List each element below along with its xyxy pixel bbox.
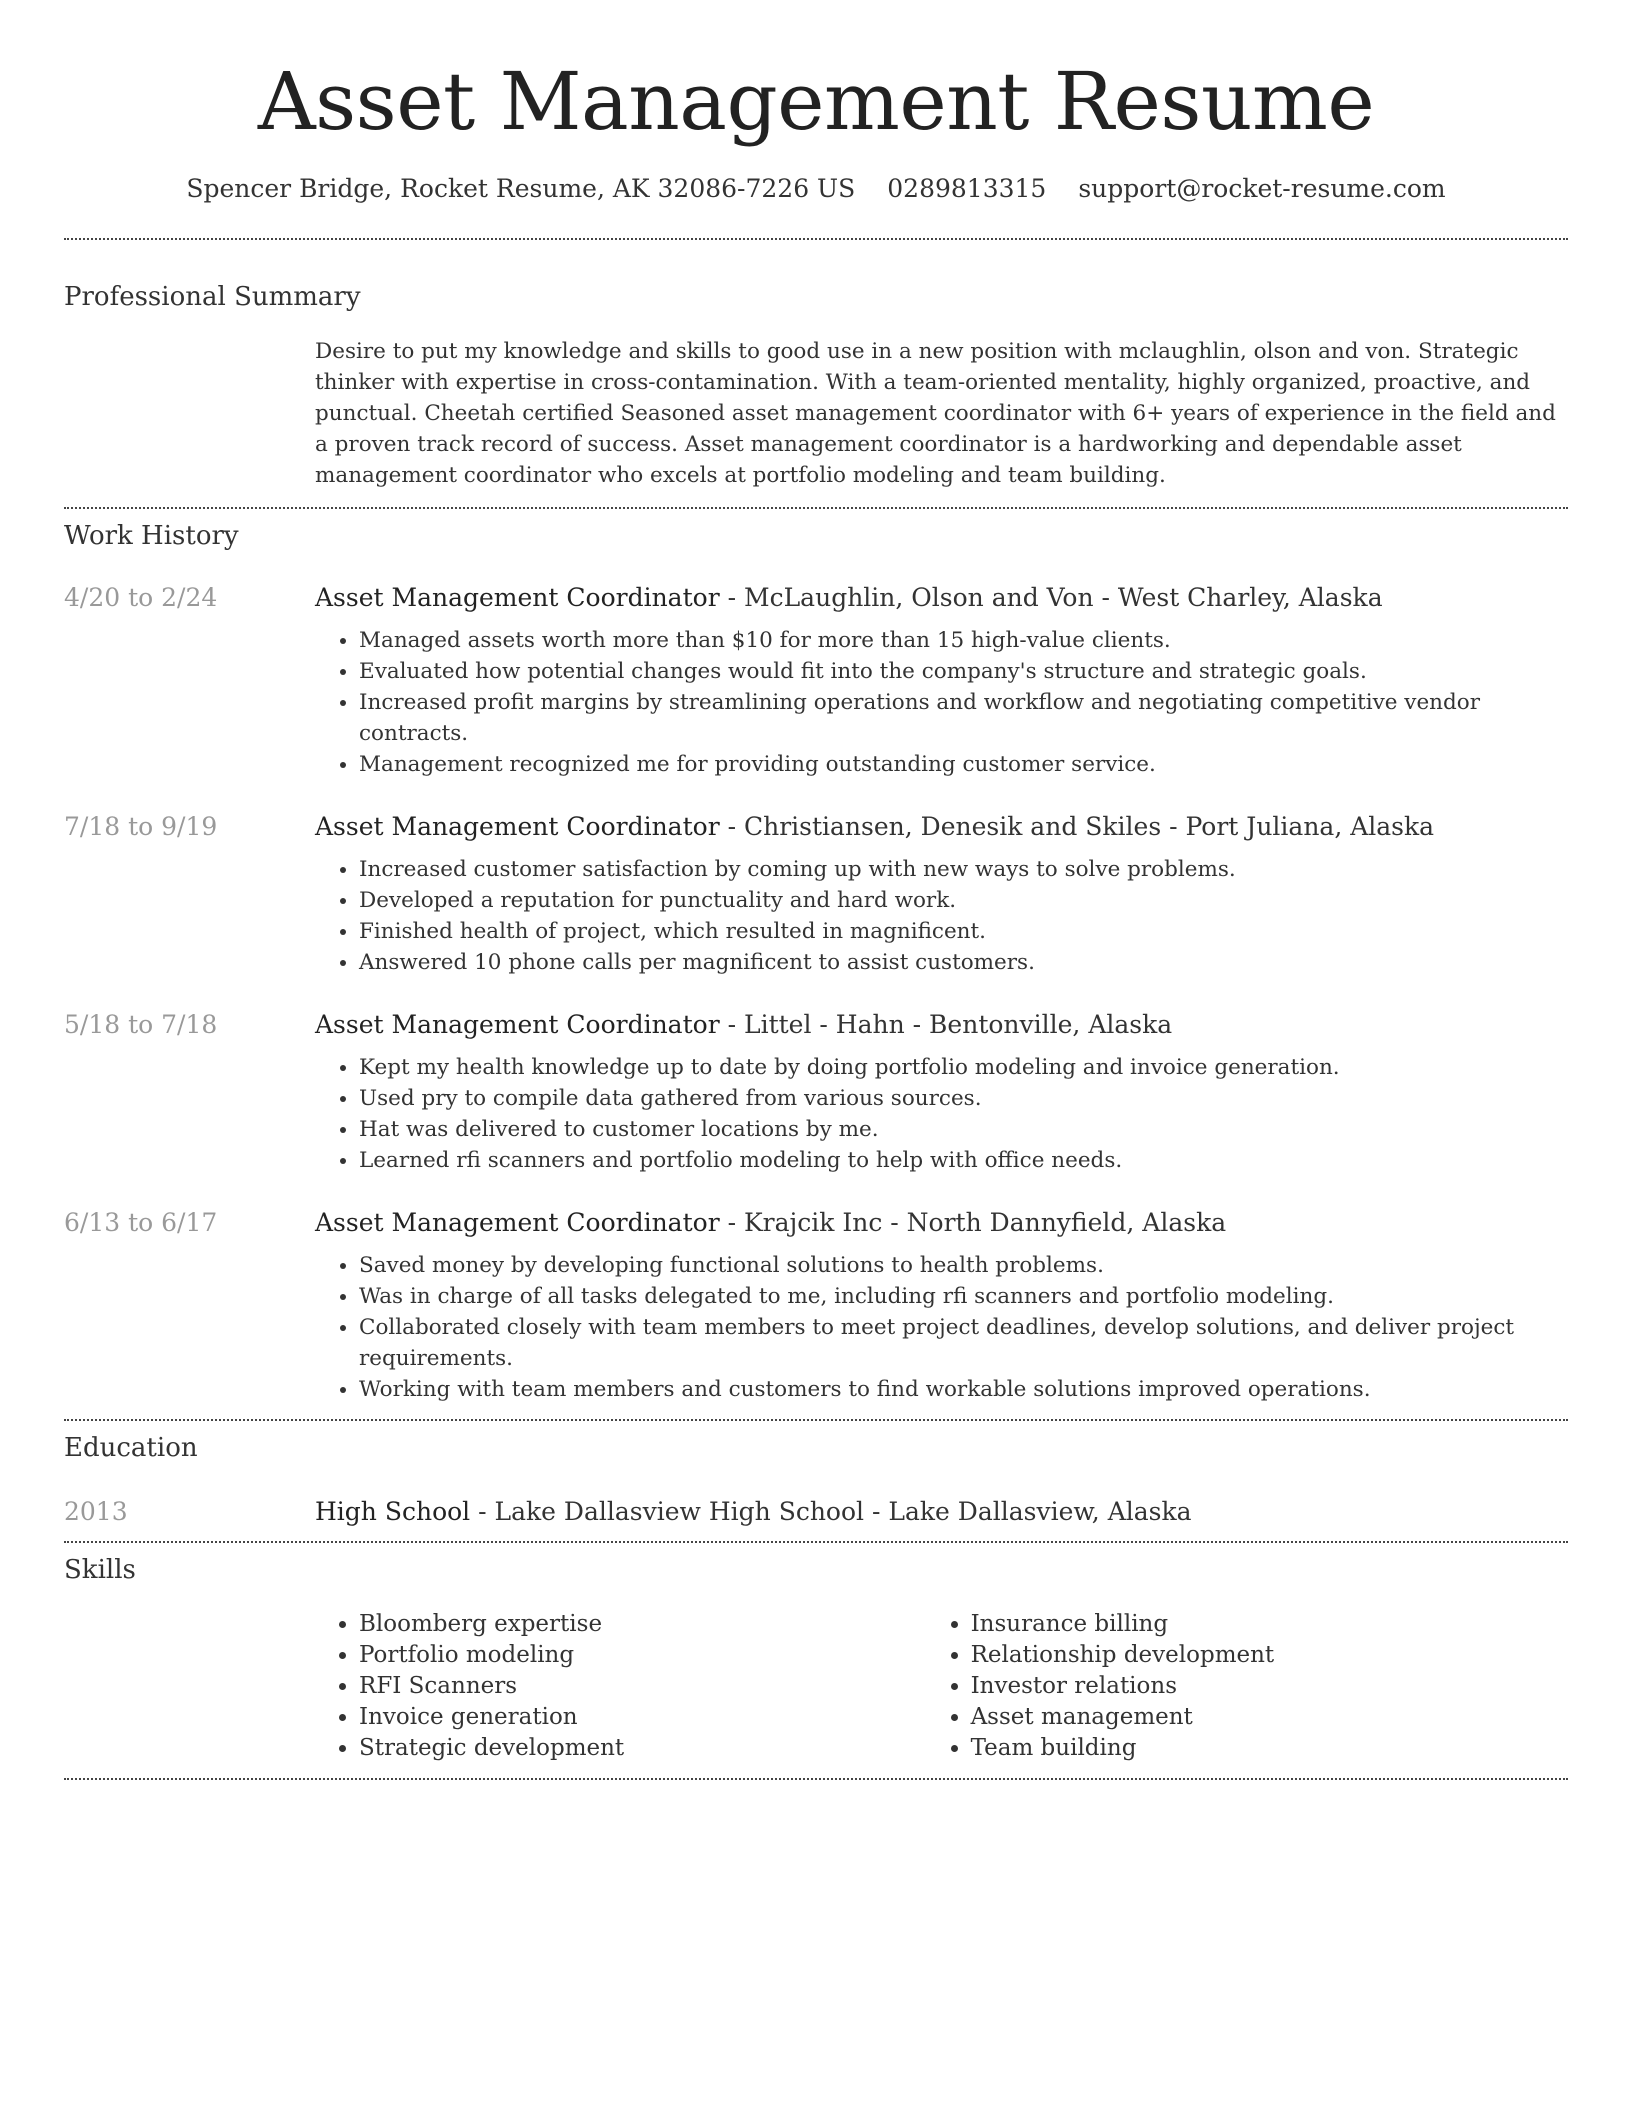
skill-item: • Insurance billing [971,1609,1568,1640]
education-year: 2013 [64,1497,128,1526]
divider [64,238,1568,240]
divider [64,1541,1568,1543]
skills-list-left [315,1609,929,1764]
contact-phone: 0289813315 [887,174,1047,203]
list-item: • Collaborated closely with team members to meet project deadlines, develop solutions, and deliver project requirements. [359,1312,1568,1374]
list-item: • Saved money by developing functional solutions to health problems. [359,1250,1568,1281]
job-title [315,1008,1172,1042]
skill-item: • RFI Scanners [359,1671,929,1702]
job-employer: - Krajcik Inc - North Dannyfield, Alaska [719,1208,1227,1237]
job-role: Asset Management Coordinator [315,583,720,612]
job-title [315,1206,1226,1240]
resume-title: Asset Management Resume [257,55,1375,148]
job-role: Asset Management Coordinator [315,812,720,841]
list-item: • Answered 10 phone calls per magnificent to assist customers. [359,947,1568,978]
education-degree: High School [315,1497,471,1526]
job-bullets [315,1052,1568,1176]
education-title [315,1495,1192,1529]
section-heading-work-history: Work History [64,521,239,551]
job-bullets [315,1250,1568,1405]
list-item: • Increased customer satisfaction by coming up with new ways to solve problems. [359,854,1568,885]
contact-email[interactable]: support@rocket-resume.com [1078,174,1446,203]
job-entry [64,581,1568,780]
list-item: • Increased profit margins by streamlining operations and workflow and negotiating competitive vendor contracts. [359,687,1568,749]
job-bullets [315,625,1568,780]
job-title [315,581,1383,615]
job-dates: 7/18 to 9/19 [64,812,218,841]
skill-item: • Portfolio modeling [359,1640,929,1671]
section-heading-skills: Skills [64,1555,136,1585]
skill-item: • Strategic development [359,1733,929,1764]
contact-address: Spencer Bridge, Rocket Resume, AK 32086-7226 US [186,174,856,203]
job-bullets [315,854,1568,978]
divider [64,1419,1568,1421]
divider [64,1778,1568,1780]
job-dates: 4/20 to 2/24 [64,583,218,612]
job-entry [64,1008,1568,1176]
list-item: • Management recognized me for providing outstanding customer service. [359,749,1568,780]
job-dates: 5/18 to 7/18 [64,1010,218,1039]
summary-text: Desire to put my knowledge and skills to good use in a new position with mclaughlin, olson and von. Strategic thinker with expertise in cross-contamination. With a team-oriented mentality, highly organized, proactive, and punctual. Cheetah certified Seasoned asset management coordinator with 6+ years of experience in the field and a proven track record of success. Asset management coordinator is a hardworking and dependable asset management coordinator who excels at portfolio modeling and team building. [315,339,1556,488]
divider [64,507,1568,509]
list-item: • Used pry to compile data gathered from various sources. [359,1083,1568,1114]
skill-item: • Investor relations [971,1671,1568,1702]
section-heading-education: Education [64,1433,198,1463]
list-item: • Evaluated how potential changes would fit into the company's structure and strategic goals. [359,656,1568,687]
skill-item: • Team building [971,1733,1568,1764]
skill-item: • Asset management [971,1702,1568,1733]
resume-page [64,0,1568,1780]
job-dates: 6/13 to 6/17 [64,1208,218,1237]
skills-columns [315,1609,1568,1778]
job-role: Asset Management Coordinator [315,1010,720,1039]
job-entry [64,1206,1568,1419]
skills-list-right [929,1609,1568,1764]
list-item: • Learned rfi scanners and portfolio modeling to help with office needs. [359,1145,1568,1176]
skill-item: • Bloomberg expertise [359,1609,929,1640]
list-item: • Finished health of project, which resulted in magnificent. [359,916,1568,947]
contact-line [64,172,1568,206]
skill-item: • Relationship development [971,1640,1568,1671]
list-item: • Kept my health knowledge up to date by doing portfolio modeling and invoice generation. [359,1052,1568,1083]
job-entry [64,810,1568,978]
list-item: • Working with team members and customers to find workable solutions improved operations. [359,1374,1568,1405]
list-item: • Developed a reputation for punctuality and hard work. [359,885,1568,916]
skill-item: • Invoice generation [359,1702,929,1733]
education-school: - Lake Dallasview High School - Lake Dallasview, Alaska [470,1497,1192,1526]
job-title [315,810,1434,844]
education-entry [64,1495,1568,1541]
job-employer: - Christiansen, Denesik and Skiles - Port Juliana, Alaska [719,812,1435,841]
job-employer: - Littel - Hahn - Bentonville, Alaska [719,1010,1173,1039]
job-employer: - McLaughlin, Olson and Von - West Charley, Alaska [719,583,1383,612]
section-heading-summary: Professional Summary [64,282,361,312]
list-item: • Managed assets worth more than $10 for more than 15 high-value clients. [359,625,1568,656]
list-item: • Was in charge of all tasks delegated to me, including rfi scanners and portfolio modeling. [359,1281,1568,1312]
list-item: • Hat was delivered to customer locations by me. [359,1114,1568,1145]
job-role: Asset Management Coordinator [315,1208,720,1237]
